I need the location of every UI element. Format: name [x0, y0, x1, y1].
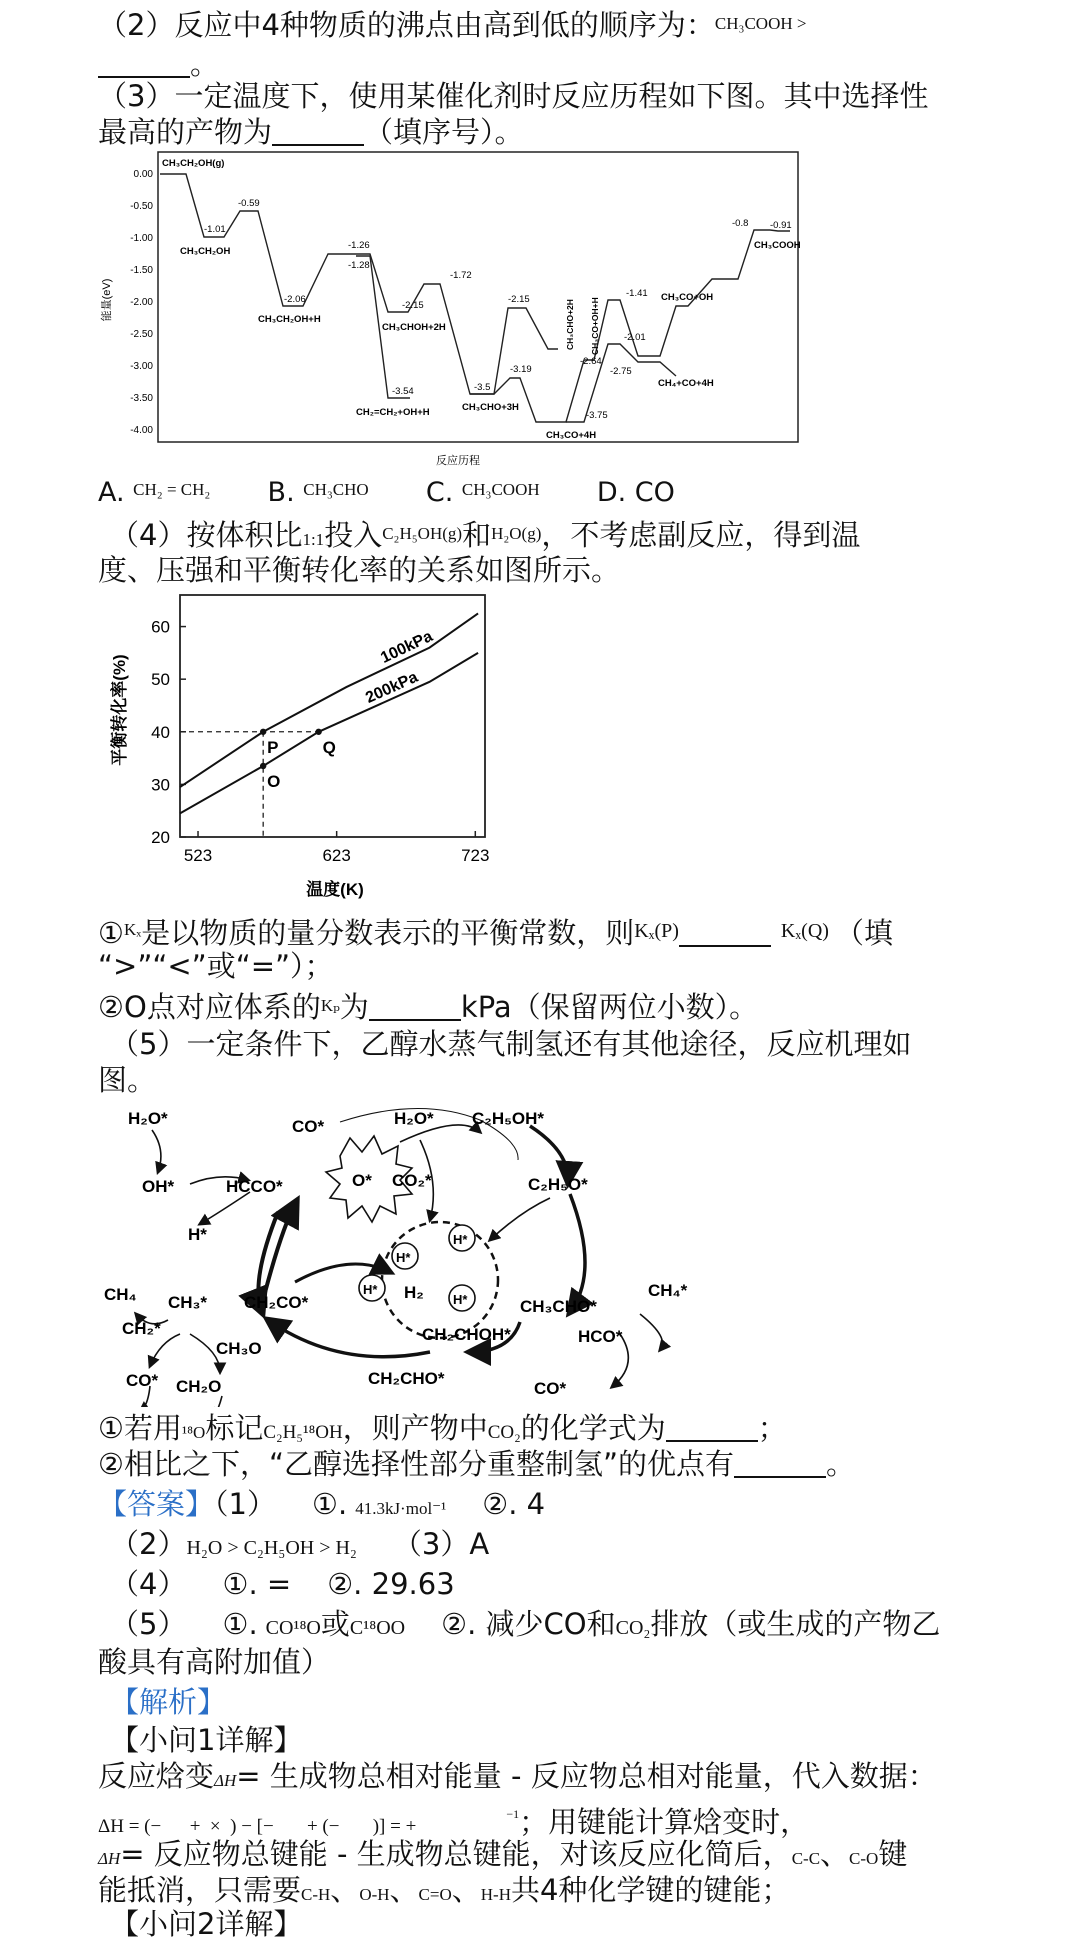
species-label: CH₃* — [168, 1293, 208, 1312]
q4-formula: C₂H₅OH(g) — [382, 524, 463, 543]
q4-sub2-text: 为 — [339, 990, 369, 1024]
option-key: B. — [267, 477, 295, 508]
mechanism-figure — [100, 1102, 720, 1411]
conversion-ytick: 20 — [151, 828, 170, 847]
h-atom: H* — [453, 1292, 468, 1307]
energy-value: -1.01 — [204, 224, 226, 235]
ytick: -4.00 — [130, 425, 153, 436]
q4-text: （4）按体积比 — [110, 518, 303, 552]
q2-formula: CH₃COOH > — [714, 14, 807, 33]
energy-value: -2.01 — [624, 332, 646, 343]
analysis-text: = 反应物总键能 - 生成物总键能，对该反应化简后， — [120, 1837, 792, 1871]
ytick: -2.00 — [130, 297, 153, 308]
energy-ylabel: 能量(eV) — [101, 278, 113, 322]
state-label: CH₄+CO+4H — [658, 378, 714, 389]
answer-title: 【答案】 — [98, 1487, 215, 1521]
bond-label: H-H — [480, 1885, 511, 1904]
conversion-tick-marks — [180, 627, 475, 837]
state-label: CH₃CHO+2H — [565, 299, 575, 350]
answer-num: （2） — [110, 1527, 187, 1561]
q5-sub1-blank[interactable] — [666, 1412, 758, 1442]
q5-sub2-blank[interactable] — [734, 1448, 826, 1478]
point-Q — [315, 729, 321, 735]
answer-line1 — [98, 1486, 545, 1527]
q5-text: 的化学式为 — [520, 1411, 666, 1445]
q4-text: ，不考虑副反应，得到温 — [541, 518, 861, 552]
labeled-ethanol: C₂H₅¹⁸OH — [263, 1422, 343, 1443]
species-label: C₂H₅O* — [528, 1175, 588, 1194]
species-label: CH₃CHO* — [520, 1297, 597, 1316]
analysis-text: 键 — [878, 1837, 908, 1871]
species-label: O* — [352, 1171, 372, 1190]
analysis-q1-title: 【小问1详解】 — [110, 1723, 303, 1757]
answer-value: CO¹⁸O — [265, 1617, 321, 1639]
conversion-xtick: 623 — [322, 846, 351, 865]
option-b[interactable] — [268, 477, 369, 508]
conversion-ylabel: 平衡转化率(%) — [110, 654, 129, 766]
answer-line2 — [110, 1526, 489, 1566]
answer-item: ②. 29.63 — [327, 1567, 455, 1601]
ytick: -1.00 — [130, 233, 153, 244]
hydrogen-pool-circle — [382, 1222, 498, 1338]
species-label: CO* — [292, 1117, 325, 1136]
option-key: A. — [98, 477, 125, 508]
series-label: 100kPa — [378, 627, 436, 667]
state-label: CH₃CO+OH — [661, 292, 714, 303]
q5-text: ②相比之下，“乙醇选择性部分重整制氢”的优点有 — [98, 1447, 735, 1481]
state-label: CH₃CH₂OH(g) — [162, 158, 225, 169]
option-key: C. — [425, 477, 454, 508]
species-label: CH₃O — [216, 1339, 262, 1358]
q5-sub1-line — [98, 1410, 787, 1451]
series-line-200kPa — [180, 653, 478, 813]
q4-sub1-text: （填 — [834, 916, 893, 950]
species-label: CO* — [126, 1371, 159, 1390]
analysis-text: 、 — [389, 1873, 419, 1907]
bond-label: O-H — [359, 1885, 390, 1904]
q4-text: 投入 — [324, 518, 383, 552]
analysis-line1 — [98, 1758, 937, 1799]
analysis-text: 反应焓变 — [98, 1759, 215, 1793]
bond-label: C-C — [791, 1849, 821, 1868]
option-d[interactable] — [597, 477, 675, 508]
analysis-text: 共4种化学键的键能； — [510, 1873, 791, 1907]
option-value: CH₂ = CH₂ — [133, 480, 211, 499]
state-label: CH₃CO+OH+H — [590, 297, 600, 355]
analysis-q2-title: 【小问2详解】 — [110, 1907, 303, 1941]
bond-label: C-O — [849, 1849, 879, 1868]
analysis-text: = 生成物总相对能量 - 反应物总相对能量，代入数据： — [236, 1759, 937, 1793]
kx-q: Kₓ(Q) — [780, 920, 829, 942]
q3-options — [98, 472, 675, 511]
state-label: CH₃CH₂OH+H — [258, 314, 321, 325]
energy-profile-figure — [98, 150, 858, 474]
energy-yticks — [130, 169, 153, 436]
ytick: 0.00 — [133, 169, 153, 180]
conversion-yticks — [151, 618, 170, 847]
ytick: -1.50 — [130, 265, 153, 276]
option-value: CO — [634, 477, 675, 508]
kx-p: Kₓ(P) — [634, 920, 679, 942]
energy-value: -2.75 — [610, 366, 632, 377]
answer-item: （3）A — [392, 1527, 490, 1561]
analysis-line3 — [98, 1836, 907, 1877]
q5-line1: （5）一定条件下，乙醇水蒸气制氢还有其他途径，反应机理如 — [110, 1027, 912, 1061]
q3-line2 — [98, 114, 524, 150]
energy-value: -3.19 — [510, 364, 532, 375]
energy-value: -1.72 — [450, 270, 472, 281]
energy-value: -1.41 — [626, 288, 648, 299]
species-label: CH₂CHO* — [368, 1369, 445, 1388]
answer-value: 41.3kJ·mol⁻¹ — [355, 1499, 447, 1518]
answer-item: ①. — [311, 1487, 348, 1521]
q4-sub1-line2: “>”“<”或“=”）； — [98, 949, 334, 983]
species-label: CH₄ — [104, 1285, 137, 1304]
energy-value: -3.5 — [474, 382, 491, 393]
q4-text: 和 — [462, 518, 492, 552]
bond-label: C-H — [301, 1885, 331, 1904]
answer-text: 或 — [320, 1607, 350, 1641]
analysis-title: 【解析】 — [110, 1685, 227, 1719]
energy-value: -2.15 — [508, 294, 530, 305]
q4-sub1-text: 是以物质的量分数表示的平衡常数，则 — [141, 916, 635, 950]
answer-num: （1） — [214, 1487, 276, 1521]
q4-ratio: 1:1 — [302, 530, 325, 549]
analysis-text: 、 — [820, 1837, 850, 1871]
state-label: CH₃CHOH+2H — [382, 322, 446, 333]
answer-value: CO₂ — [615, 1617, 651, 1639]
answer-num: （4） — [110, 1567, 187, 1601]
q5-text: ，则产物中 — [342, 1411, 488, 1445]
bond-label: C=O — [418, 1885, 452, 1904]
answer-num: （5） — [110, 1607, 187, 1641]
q4-sub2-text: kPa（保留两位小数）。 — [460, 990, 759, 1024]
state-label: CH₂=CH₂+OH+H — [356, 407, 430, 418]
option-c[interactable] — [426, 477, 540, 508]
ytick: -3.00 — [130, 361, 153, 372]
species-label: CH₂CHOH* — [422, 1325, 511, 1344]
energy-value: -1.26 — [348, 240, 370, 251]
conversion-ytick: 50 — [151, 670, 170, 690]
q2-blank-line — [98, 46, 219, 82]
q2-end: 。 — [190, 47, 220, 81]
q3-text-b: （填序号）。 — [364, 115, 524, 149]
point-label: O — [267, 771, 281, 791]
q4-formula: H₂O(g) — [491, 524, 542, 543]
q5-line2: 图。 — [98, 1063, 157, 1097]
q5-text: 。 — [826, 1447, 856, 1481]
energy-value: -0.8 — [732, 218, 749, 229]
energy-value: -3.75 — [586, 410, 608, 421]
conversion-xtick: 523 — [183, 846, 213, 865]
energy-value: -0.59 — [238, 198, 260, 209]
point-label: P — [267, 737, 279, 757]
answer-item: ①. — [222, 1607, 258, 1641]
energy-profile-svg — [98, 150, 858, 470]
unit-superscript: −1 — [506, 1807, 520, 1821]
ytick: -2.50 — [130, 329, 153, 340]
energy-value: -2.64 — [580, 356, 602, 367]
answer-value: H₂O > C₂H₅OH > H₂ — [186, 1537, 357, 1559]
delta-h: ΔH — [214, 1771, 237, 1790]
state-label: CH₃CHO+3H — [462, 402, 519, 413]
state-label: CH₃CO+4H — [546, 430, 597, 441]
energy-value: -1.28 — [348, 260, 370, 271]
point-P — [260, 729, 266, 735]
option-key: D. — [596, 477, 627, 508]
ytick: -0.50 — [130, 201, 153, 212]
species-label: CO₂* — [392, 1171, 432, 1190]
conversion-guides — [180, 732, 319, 837]
answer-value: C¹⁸OO — [349, 1617, 406, 1639]
species-label: CH₂* — [122, 1319, 161, 1338]
answer-item: ①. = — [222, 1567, 292, 1601]
kx-symbol: Kₓ — [124, 920, 142, 939]
q3-answer-blank[interactable] — [272, 116, 364, 146]
species-label: OH* — [142, 1177, 175, 1196]
q2-line — [98, 6, 806, 43]
q5-text: ①若用 — [98, 1411, 182, 1445]
q4-sub2-text: ②O点对应体系的 — [98, 990, 321, 1024]
species-label: CH₂O — [176, 1377, 222, 1396]
h-atom: H* — [396, 1250, 411, 1265]
answer-line3 — [110, 1566, 455, 1602]
option-value: CH₃CHO — [303, 480, 369, 499]
q4-sub2-line — [98, 988, 758, 1025]
analysis-text: 能抵消，只需要 — [98, 1873, 302, 1907]
answer-text: ②. 减少CO和 — [441, 1607, 616, 1641]
conversion-series — [180, 613, 478, 813]
conversion-xtick: 723 — [461, 846, 490, 865]
co2-formula: CO₂ — [487, 1422, 521, 1443]
q3-text-a: 最高的产物为 — [98, 115, 273, 149]
conversion-xticks — [184, 846, 490, 865]
series-label: 200kPa — [363, 668, 421, 707]
delta-h: ΔH — [98, 1849, 121, 1868]
species-label: HCCO* — [226, 1177, 283, 1196]
point-label: Q — [322, 737, 336, 757]
conversion-ytick: 40 — [151, 722, 170, 742]
species-label: CH₄* — [648, 1281, 688, 1300]
q5-sub2-line — [98, 1446, 855, 1482]
conversion-svg — [105, 590, 505, 910]
point-O — [260, 763, 266, 769]
delta-h-expression: ΔH = (− + × ) − [− + (− )] = + — [98, 1816, 417, 1837]
h-atom: H* — [363, 1282, 378, 1297]
option-a[interactable] — [98, 477, 210, 508]
q4-sub1-num: ① — [98, 916, 124, 950]
species-label: HCO* — [578, 1327, 623, 1346]
conversion-ytick: 30 — [151, 775, 170, 795]
energy-value: -2.06 — [284, 294, 306, 305]
q4-line2: 度、压强和平衡转化率的关系如图所示。 — [98, 553, 621, 587]
answer-line5: 酸具有高附加值） — [98, 1645, 331, 1679]
energy-xlabel: 反应历程 — [436, 455, 480, 467]
ytick: -3.50 — [130, 393, 153, 404]
state-label: CH₃CH₂OH — [180, 246, 231, 257]
conversion-xlabel: 温度(K) — [306, 880, 364, 899]
species-label: C₂H₅OH* — [472, 1109, 545, 1128]
q4-sub1-blank[interactable] — [679, 917, 771, 947]
energy-value: -0.91 — [770, 220, 792, 231]
analysis-text: 、 — [330, 1873, 360, 1907]
answer-line4 — [110, 1606, 940, 1646]
mechanism-svg — [100, 1102, 720, 1407]
answer-item: ②. 4 — [482, 1487, 546, 1521]
energy-value: -2.15 — [402, 300, 424, 311]
analysis-text: 、 — [451, 1873, 481, 1907]
option-value: CH₃COOH — [461, 480, 540, 499]
q4-sub1-line — [98, 912, 893, 951]
species-label: CO* — [534, 1379, 567, 1398]
conversion-plot-frame — [180, 595, 485, 837]
kp-symbol: Kₚ — [320, 996, 340, 1015]
conversion-ytick: 60 — [151, 617, 170, 637]
q2-text: （2）反应中4种物质的沸点由高到低的顺序为： — [98, 8, 715, 42]
species-label: CH₂CO* — [244, 1293, 309, 1312]
q2-answer-blank[interactable] — [98, 48, 190, 78]
o18-symbol: ¹⁸O — [182, 1423, 206, 1442]
species-label: H₂O* — [394, 1109, 434, 1128]
conversion-figure — [105, 590, 505, 914]
q4-sub2-blank[interactable] — [369, 991, 461, 1021]
q5-text: ； — [757, 1411, 787, 1445]
species-label: H₂O* — [128, 1109, 168, 1128]
h2-label: H₂ — [404, 1283, 424, 1302]
q5-text: 标记 — [205, 1411, 264, 1445]
state-label: CH₃COOH — [754, 240, 801, 251]
energy-value: -3.54 — [392, 386, 414, 397]
q3-line1: （3）一定温度下，使用某催化剂时反应历程如下图。其中选择性 — [98, 79, 929, 113]
analysis-text: ；用键能计算焓变时， — [519, 1805, 810, 1839]
answer-text: 排放（或生成的产物乙 — [650, 1607, 941, 1641]
species-label: H* — [188, 1225, 207, 1244]
h-atom: H* — [453, 1232, 468, 1247]
